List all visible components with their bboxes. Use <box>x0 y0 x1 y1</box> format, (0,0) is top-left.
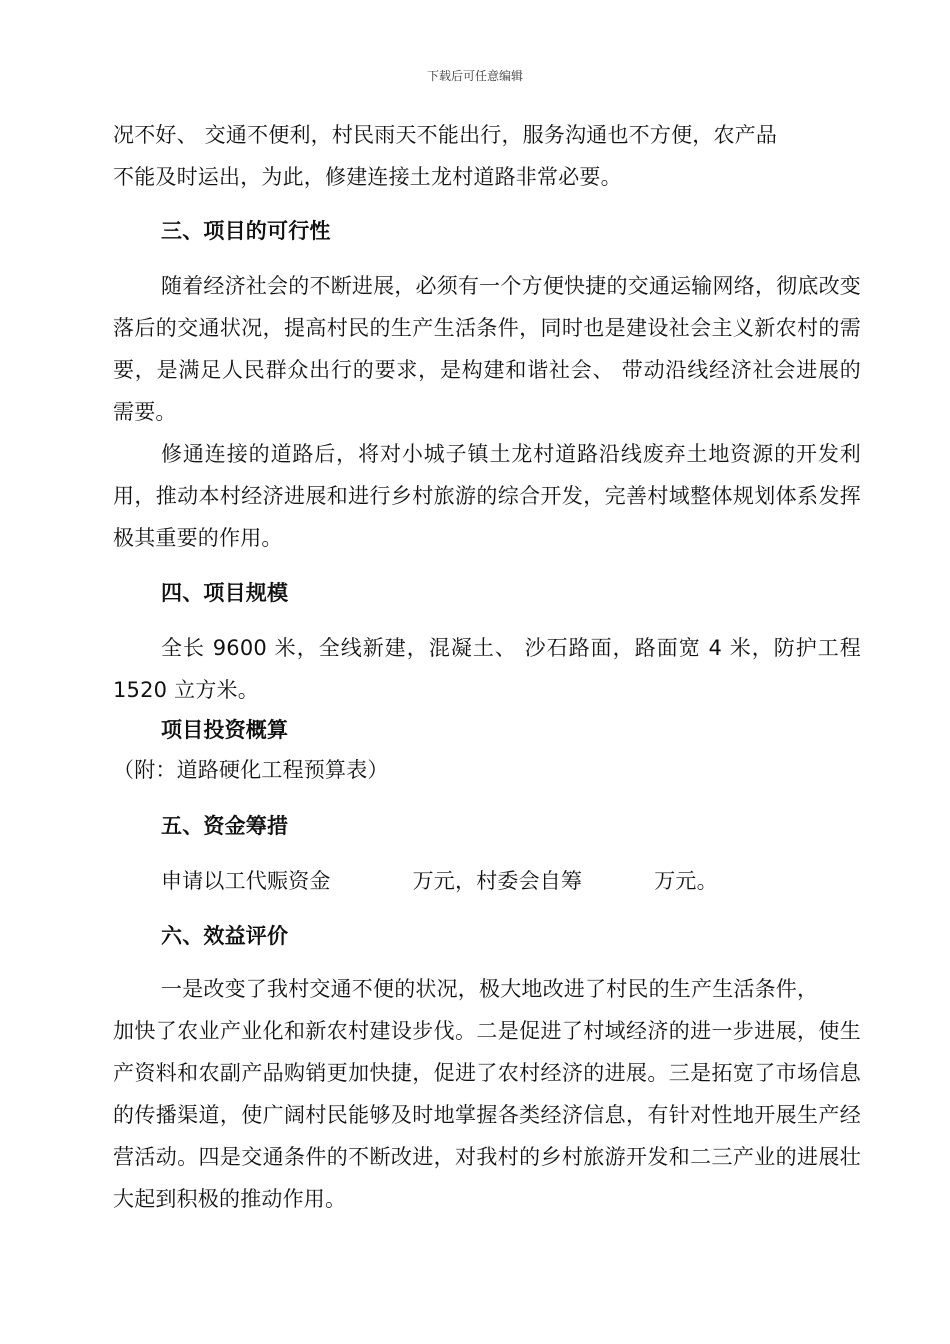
section-4 <box>113 572 861 614</box>
intro-line-2: 不能及时运出，为此，修建连接土龙村道路非常必要。 <box>113 165 622 189</box>
section-3-body <box>113 265 861 559</box>
budget-block <box>113 710 861 750</box>
section-6 <box>113 915 861 957</box>
section-6-line-1: 一是改变了我村交通不便的状况，极大地改进了村民的生产生活条件， <box>161 977 819 1001</box>
section-3-paragraph-1: 随着经济社会的不断进展，必须有一个方便快捷的交通运输网络，彻底改变落后的交通状况，提高村民的生产生活条件，同时也是建设社会主义新农村的需要，是满足人民群众出行的要求，是构建和谐社会、 带动沿线经济社会进展的需要。 <box>113 274 861 424</box>
funding-line <box>113 860 861 902</box>
page-header: 下载后可任意编辑 <box>426 69 523 83</box>
section-6-heading: 六、效益评价 <box>161 924 289 948</box>
section-5-body <box>113 860 861 902</box>
funding-part-1: 申请以工代赈资金 <box>161 869 331 893</box>
section-3-heading: 三、项目的可行性 <box>161 219 331 243</box>
section-3 <box>113 210 861 252</box>
intro-paragraph <box>113 114 861 198</box>
section-4-paragraph: 全长 9600 米，全线新建，混凝土、 沙石路面，路面宽 4 米，防护工程 1520 立方米。 <box>113 636 861 702</box>
section-6-paragraph-rest: 加快了农业产业化和新农村建设步伐。二是促进了村域经济的进一步进展，使生产资料和农副产品购销更加快捷，促进了农村经济的进展。三是拓宽了市场信息的传播渠道，使广阔村民能够及时地掌握各类经济信息，有针对性地开展生产经营活动。四是交通条件的不断改进，对我村的乡村旅游开发和二三产业的进展壮大起到积极的推动作用。 <box>113 1019 861 1211</box>
section-4-body <box>113 627 861 711</box>
funding-part-3: 万元。 <box>654 869 718 893</box>
section-6-body <box>113 968 861 1220</box>
budget-note-block <box>113 750 861 790</box>
intro-line-1: 况不好、 交通不便利，村民雨天不能出行，服务沟通也不方便，农产品 <box>113 123 778 147</box>
budget-note: （附：道路硬化工程预算表） <box>113 758 389 782</box>
section-4-heading: 四、项目规模 <box>161 581 289 605</box>
section-5-heading: 五、资金筹措 <box>161 814 289 838</box>
budget-heading: 项目投资概算 <box>161 718 289 742</box>
section-5 <box>113 805 861 847</box>
funding-part-2: 万元，村委会自筹 <box>412 869 583 893</box>
section-3-paragraph-2: 修通连接的道路后，将对小城子镇土龙村道路沿线废弃土地资源的开发利用，推动本村经济进展和进行乡村旅游的综合开发，完善村域整体规划体系发挥极其重要的作用。 <box>113 442 861 550</box>
